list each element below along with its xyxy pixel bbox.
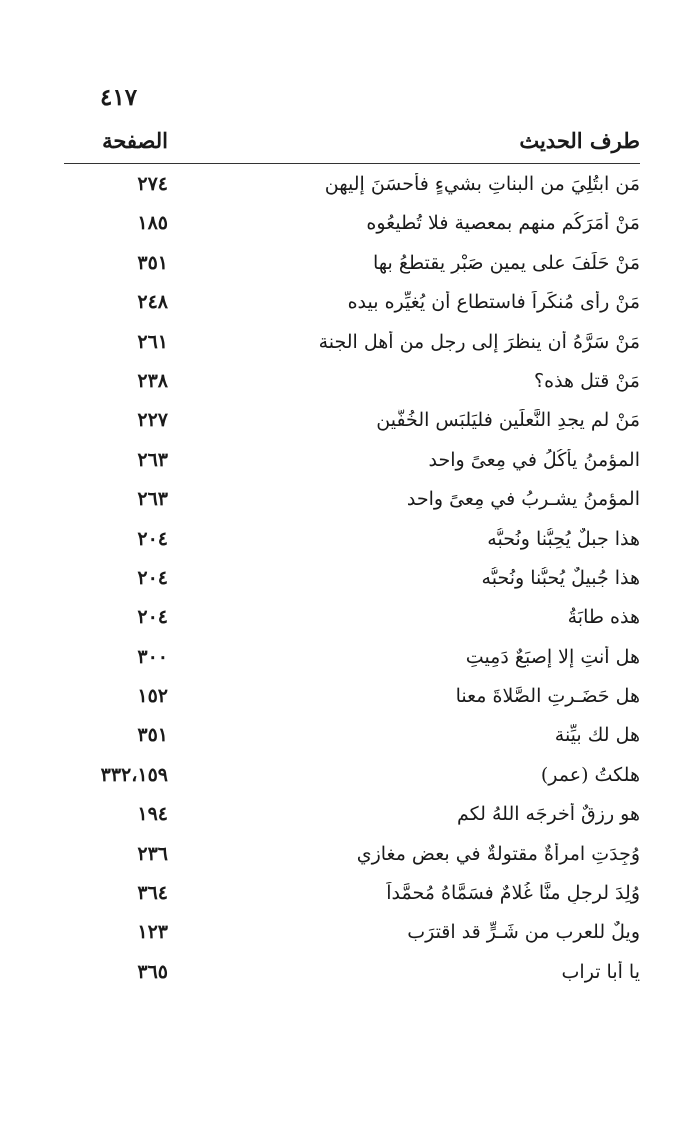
page-ref: ٢٣٦ — [137, 842, 168, 865]
index-row — [64, 679, 640, 718]
hadith-text: مَنْ قتل هذه؟ — [534, 369, 640, 392]
hadith-text: هذا جبلٌ يُحِبُّنا ونُحبُّه — [487, 527, 640, 550]
page-ref: ١٩٤ — [137, 803, 168, 826]
hadith-text: مَنْ سَرَّهُ أن ينظرَ إلى رجل من أهل الجنة — [318, 330, 640, 353]
index-row — [64, 915, 640, 954]
hadith-text: وُلِدَ لرجلٍ منَّا غُلامٌ فسَمَّاهُ مُحمَّداً — [386, 882, 640, 905]
hadith-text: هل أنتِ إلا إصبَعٌ دَمِيتِ — [465, 645, 640, 668]
index-row — [64, 325, 640, 364]
page-number: ٤١٧ — [100, 84, 138, 111]
page-ref: ٣٣٢،١٥٩ — [100, 763, 168, 786]
hadith-text: هل لك بيِّنة — [554, 724, 640, 747]
hadith-text: ويلٌ للعرب من شَـرٍّ قد اقترَب — [407, 921, 640, 944]
index-row — [64, 640, 640, 679]
page-ref: ٣٦٤ — [137, 882, 168, 905]
page-column-header: الصفحة — [102, 128, 168, 153]
hadith-text: هلكتُ (عمر) — [540, 763, 640, 786]
hadith-text: مَنْ رأى مُنكَراً فاستطاع أن يُغيِّره بيده — [347, 291, 640, 314]
hadith-text: يا أبا تراب — [561, 960, 640, 983]
page-ref: ٢٧٤ — [137, 173, 168, 195]
page-ref: ٢٠٤ — [137, 566, 168, 589]
index-row — [64, 600, 640, 639]
index-row — [64, 955, 640, 994]
hadith-index-list — [64, 167, 640, 994]
hadith-text: المؤمنُ يأكُلُ في مِعىً واحد — [428, 448, 640, 471]
page-ref: ٣٠٠ — [137, 645, 168, 668]
index-row — [64, 364, 640, 403]
page-ref: ٢٢٧ — [137, 409, 168, 432]
table-header — [64, 128, 640, 162]
index-row — [64, 758, 640, 797]
page-ref: ٢٦٣ — [137, 488, 168, 511]
page-ref: ٣٥١ — [137, 251, 168, 274]
page-ref: ١٢٣ — [137, 921, 168, 944]
page-ref: ٣٥١ — [137, 724, 168, 747]
index-row — [64, 443, 640, 482]
index-row — [64, 206, 640, 245]
index-row — [64, 167, 640, 206]
header-divider — [64, 163, 640, 164]
hadith-text: هذا جُبيلٌ يُحبُّنا ونُحبُّه — [481, 566, 640, 589]
page-ref: ٢٠٤ — [137, 606, 168, 629]
hadith-text: وُجِدَتِ امرأةٌ مقتولةٌ في بعض مغازي — [356, 842, 640, 865]
page-ref: ١٨٥ — [137, 212, 168, 235]
page-ref: ٢٦١ — [137, 330, 168, 353]
hadith-text: المؤمنُ يشـربُ في مِعىً واحد — [406, 488, 640, 511]
page-ref: ٢٣٨ — [137, 369, 168, 392]
hadith-text: مَنْ حَلَفَ على يمينِ صَبْرٍ يقتطعُ بها — [372, 251, 640, 274]
index-row — [64, 522, 640, 561]
hadith-column-header: طرف الحديث — [519, 128, 640, 153]
page-ref: ١٥٢ — [137, 685, 168, 708]
index-row — [64, 246, 640, 285]
page-ref: ٢٠٤ — [137, 527, 168, 550]
page-ref: ٢٦٣ — [137, 448, 168, 471]
index-row — [64, 876, 640, 915]
hadith-text: هل حَضَـرتِ الصَّلاةَ معنا — [455, 685, 640, 708]
index-row — [64, 718, 640, 757]
index-row — [64, 403, 640, 442]
page-ref: ٣٦٥ — [137, 960, 168, 983]
index-row — [64, 797, 640, 836]
index-row — [64, 837, 640, 876]
page-ref: ٢٤٨ — [137, 291, 168, 314]
hadith-text: مَنْ أمَرَكُم منهم بمعصية فلا تُطيعُوه — [366, 212, 640, 235]
hadith-text: مَن ابتُلِيَ من البناتِ بشيءٍ فأحسَنَ إليهن — [324, 173, 640, 195]
hadith-text: هذه طابَةُ — [567, 606, 640, 629]
hadith-text: مَنْ لم يجدِ النَّعلَين فليَلبَسِ الخُفَّين — [376, 409, 640, 432]
index-row — [64, 561, 640, 600]
index-row — [64, 482, 640, 521]
hadith-text: هو رزقٌ أخرجَه اللهُ لكم — [457, 803, 640, 826]
index-row — [64, 285, 640, 324]
